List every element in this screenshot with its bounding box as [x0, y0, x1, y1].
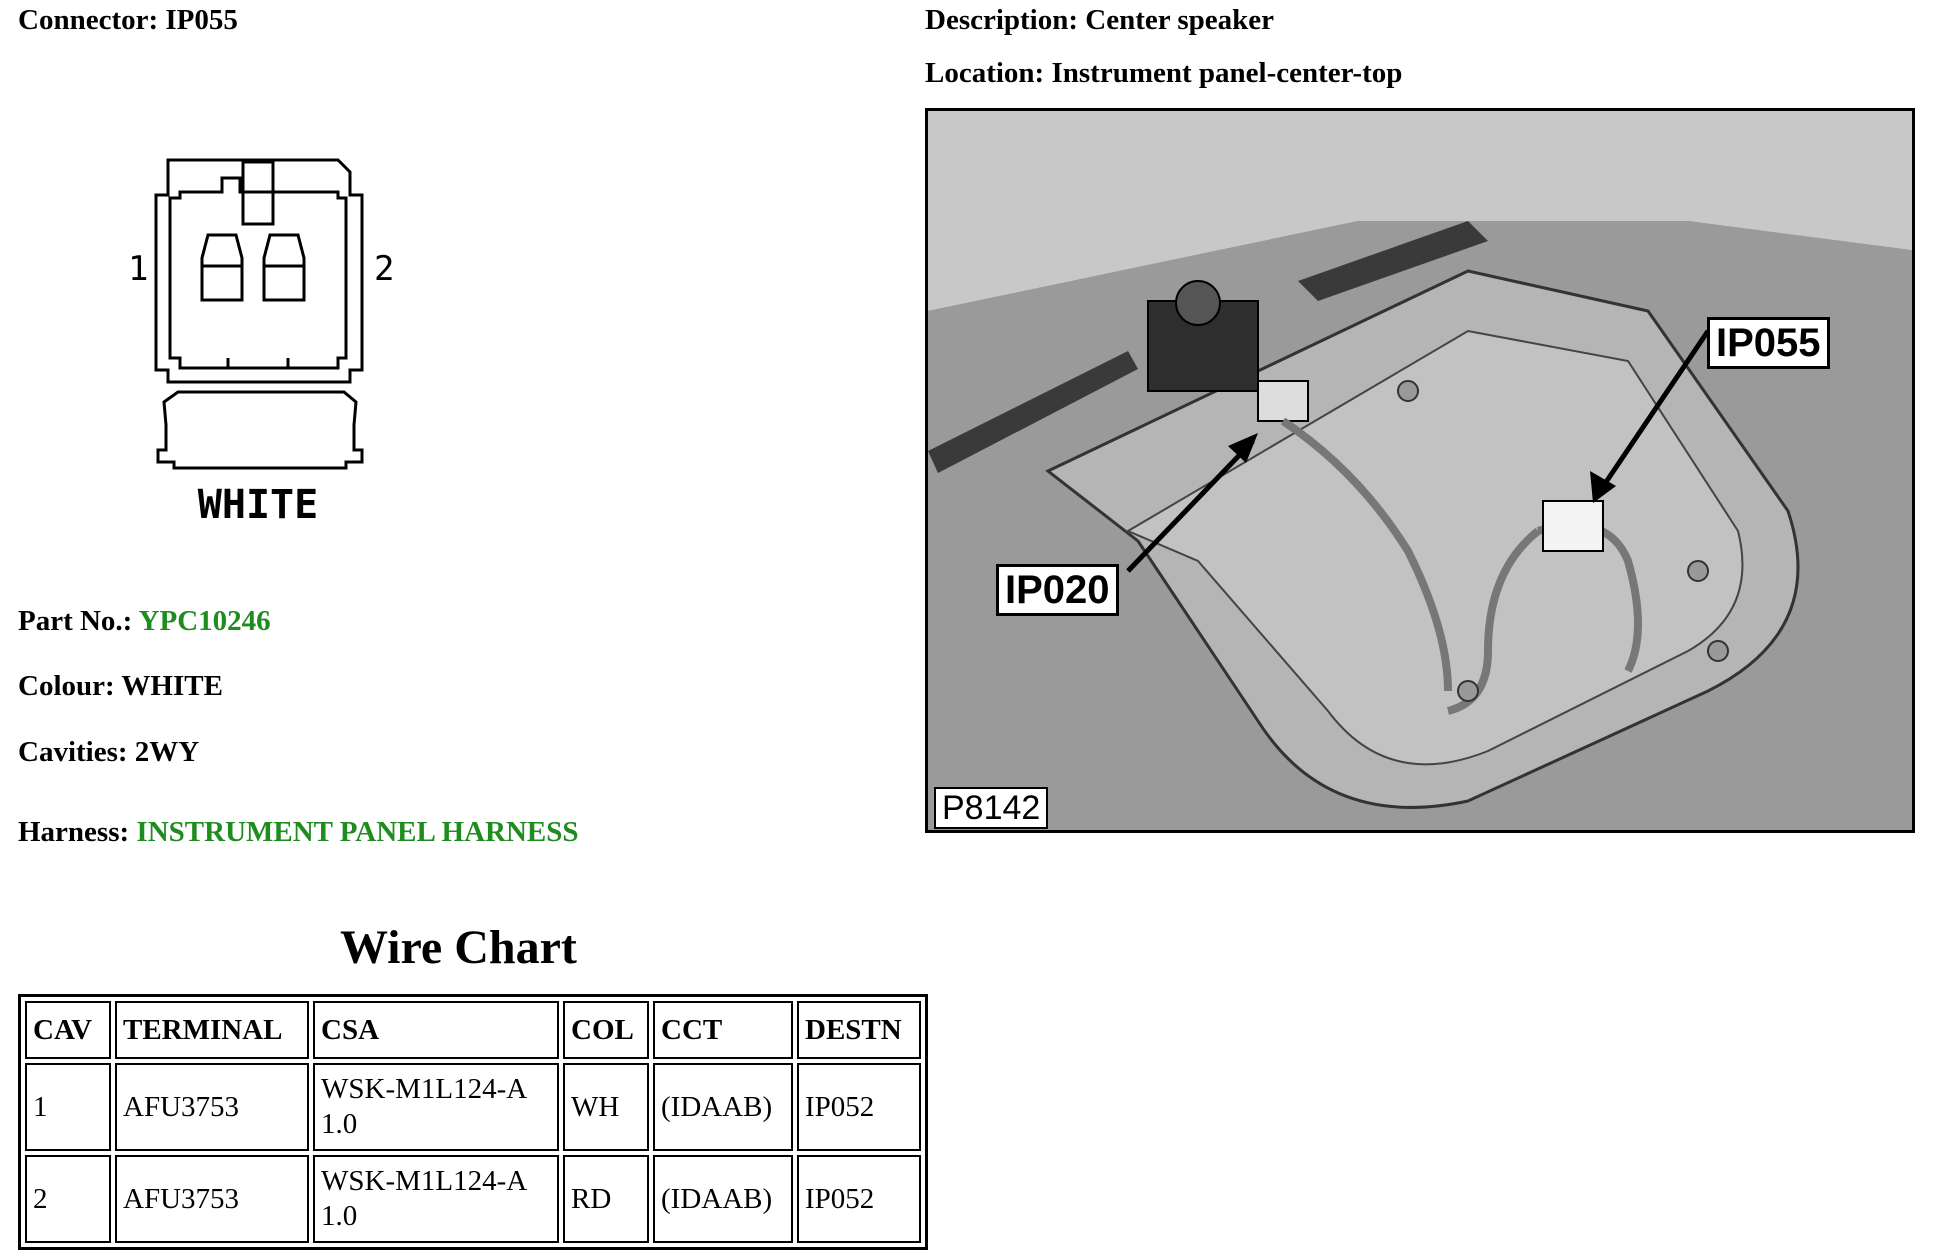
header-cav: CAV	[25, 1001, 111, 1059]
cell-csa	[313, 1155, 559, 1243]
cell-terminal: AFU3753	[115, 1155, 309, 1243]
pin-1-label: 1	[128, 249, 149, 289]
cavities-value: 2WY	[134, 736, 200, 768]
part-no-label: Part No.:	[18, 605, 133, 637]
colour-value: WHITE	[121, 670, 223, 702]
description-label: Description:	[925, 4, 1079, 36]
cell-cct: (IDAAB)	[653, 1155, 793, 1243]
photo-id-label: P8142	[934, 787, 1048, 829]
table-header-row	[25, 1001, 921, 1059]
connector-color-label: WHITE	[197, 482, 319, 528]
connector-label: Connector:	[18, 4, 159, 36]
location-field	[925, 57, 1402, 90]
cell-col: RD	[563, 1155, 649, 1243]
description-value: Center speaker	[1085, 4, 1275, 36]
cavities-field	[18, 736, 199, 769]
cell-cav: 2	[25, 1155, 111, 1243]
csa-line-2: 1.0	[321, 1200, 358, 1232]
cell-terminal: AFU3753	[115, 1063, 309, 1151]
harness-label: Harness:	[18, 816, 130, 848]
cell-cct: (IDAAB)	[653, 1063, 793, 1151]
dashboard-illustration	[928, 111, 1915, 833]
header-cct: CCT	[653, 1001, 793, 1059]
header-terminal: TERMINAL	[115, 1001, 309, 1059]
table-row	[25, 1155, 921, 1243]
connector-field	[18, 4, 238, 37]
part-no-link[interactable]: YPC10246	[138, 605, 271, 637]
wire-chart-title: Wire Chart	[340, 921, 577, 974]
header-csa: CSA	[313, 1001, 559, 1059]
cell-cav: 1	[25, 1063, 111, 1151]
colour-field	[18, 670, 223, 703]
csa-line-2: 1.0	[321, 1108, 358, 1140]
location-value: Instrument panel-center-top	[1051, 57, 1403, 89]
description-field	[925, 4, 1274, 37]
cell-col: WH	[563, 1063, 649, 1151]
callout-ip020: IP020	[996, 564, 1119, 616]
harness-field	[18, 816, 579, 849]
pin-2-label: 2	[374, 249, 395, 289]
colour-label: Colour:	[18, 670, 115, 702]
connector-face-drawing	[118, 150, 418, 540]
connector-diagram	[118, 150, 418, 545]
csa-line-1: WSK-M1L124-A	[321, 1073, 528, 1105]
cavities-label: Cavities:	[18, 736, 128, 768]
cell-csa	[313, 1063, 559, 1151]
table-row	[25, 1063, 921, 1151]
callout-ip055: IP055	[1707, 317, 1830, 369]
csa-line-1: WSK-M1L124-A	[321, 1165, 528, 1197]
connector-value: IP055	[165, 4, 238, 36]
header-destn: DESTN	[797, 1001, 921, 1059]
cell-destn: IP052	[797, 1155, 921, 1243]
cell-destn: IP052	[797, 1063, 921, 1151]
location-label: Location:	[925, 57, 1045, 89]
part-no-field	[18, 605, 271, 638]
header-col: COL	[563, 1001, 649, 1059]
harness-link[interactable]: INSTRUMENT PANEL HARNESS	[136, 816, 579, 848]
wire-chart-table	[18, 994, 928, 1250]
location-photo	[925, 108, 1915, 833]
